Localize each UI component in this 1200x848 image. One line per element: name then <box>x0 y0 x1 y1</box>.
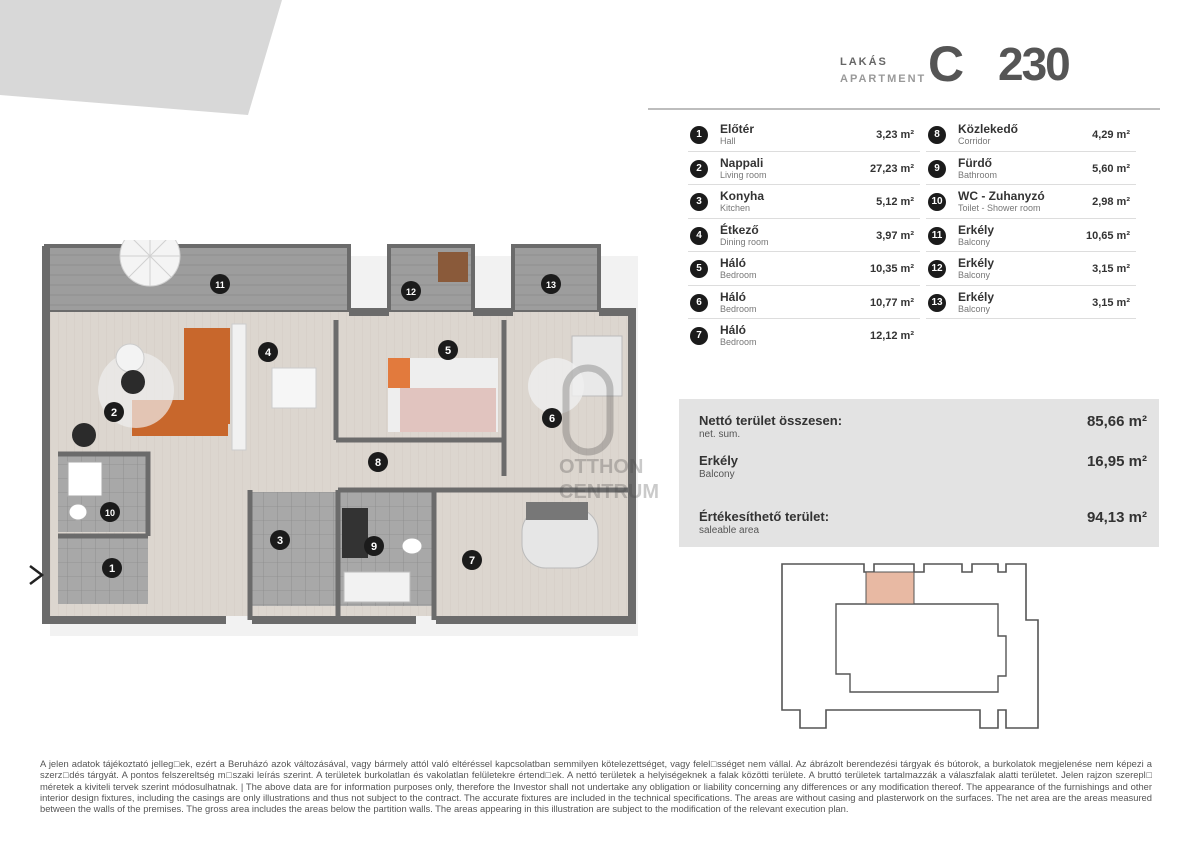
room-area: 2,98 m² <box>1092 196 1130 208</box>
kitchen-floor <box>252 492 338 606</box>
apartment-header <box>840 38 1160 90</box>
room-number-badge: 6 <box>690 294 708 312</box>
svg-text:10: 10 <box>104 508 116 518</box>
svg-text:13: 13 <box>545 280 557 290</box>
area-summary <box>679 399 1159 547</box>
balcony-area-label: Erkély <box>699 453 739 468</box>
room-area: 10,35 m² <box>869 263 914 275</box>
room-marker-5 <box>438 340 458 360</box>
balcony-area-value: 16,95 m² <box>1086 453 1147 470</box>
svg-text:11: 11 <box>215 280 225 290</box>
room-name-en: Balcony <box>958 303 991 314</box>
room-name-en: Kitchen <box>720 203 751 213</box>
room-area: 3,15 m² <box>1092 263 1130 275</box>
room-row <box>688 286 920 320</box>
room-number-badge: 4 <box>690 227 708 245</box>
room-row <box>926 118 1136 152</box>
room-name-en: Balcony <box>958 236 991 247</box>
room-number-badge: 9 <box>928 160 946 178</box>
room-row <box>688 252 920 286</box>
room-area: 5,12 m² <box>876 196 914 208</box>
svg-text:7: 7 <box>468 555 476 567</box>
room-row <box>688 219 920 253</box>
room-area: 3,15 m² <box>1092 296 1130 309</box>
room-name-en: Balcony <box>958 270 991 280</box>
header-divider <box>648 108 1160 110</box>
room-marker-2 <box>104 402 124 422</box>
net-area-label: Nettó terület összesen: <box>699 413 843 428</box>
balcony-area-sub: Balcony <box>699 469 735 480</box>
net-area-row <box>699 413 1147 440</box>
room-name-en: Hall <box>720 136 736 146</box>
apartment-code-number: 230 <box>998 38 1069 90</box>
room-number-badge: 11 <box>928 227 946 245</box>
room-name-en: Bedroom <box>720 337 757 347</box>
bedroom-5-furniture <box>388 358 498 432</box>
building-site-plan <box>770 560 1070 736</box>
room-area: 5,60 m² <box>1092 162 1130 175</box>
room-list-right <box>926 118 1136 319</box>
room-marker-3 <box>270 530 290 550</box>
room-name: Erkély <box>958 256 995 270</box>
room-area: 10,65 m² <box>1085 229 1130 242</box>
room-number-badge: 13 <box>928 294 946 312</box>
room-number-badge: 7 <box>690 327 708 345</box>
room-name-en: Dining room <box>720 236 769 247</box>
room-number-badge: 2 <box>690 160 708 178</box>
room-row <box>688 152 920 186</box>
lakas-label: LAKÁS <box>840 56 888 68</box>
svg-text:8: 8 <box>374 457 382 469</box>
svg-text:1: 1 <box>108 563 116 575</box>
svg-text:12: 12 <box>405 287 417 297</box>
room-area: 10,77 m² <box>869 296 914 309</box>
svg-text:9: 9 <box>370 541 378 553</box>
room-row <box>688 319 920 353</box>
room-row <box>926 152 1136 186</box>
room-area: 3,97 m² <box>876 229 914 242</box>
room-area: 3,23 m² <box>876 129 914 141</box>
room-name-en: Bedroom <box>720 303 757 314</box>
room-marker-4 <box>258 342 278 362</box>
balcony-area-row <box>699 453 1147 480</box>
room-name: Közlekedő <box>958 122 1019 136</box>
room-name-en: Corridor <box>958 136 991 146</box>
svg-text:3: 3 <box>276 535 284 547</box>
room-name: Erkély <box>958 289 995 304</box>
room-marker-1 <box>102 558 122 578</box>
room-name: Háló <box>720 256 747 270</box>
dining-furniture <box>272 368 316 408</box>
room-name: Nappali <box>720 155 764 170</box>
room-row <box>926 185 1136 219</box>
room-marker-7 <box>462 550 482 570</box>
corner-decoration <box>0 0 282 115</box>
saleable-area-label: Értékesíthető terület: <box>699 509 830 524</box>
room-name: Konyha <box>720 189 765 203</box>
saleable-area-row <box>699 509 1147 536</box>
chevron-right-icon[interactable] <box>26 564 46 586</box>
net-area-value: 85,66 m² <box>1086 413 1147 430</box>
room-name-en: Bathroom <box>958 169 998 180</box>
room-marker-11 <box>210 274 230 294</box>
room-list-left <box>688 118 920 353</box>
bedroom-7-furniture <box>522 502 598 568</box>
room-number-badge: 1 <box>690 126 708 144</box>
apartment-code-letter: C <box>928 36 965 92</box>
room-number-badge: 10 <box>928 193 946 211</box>
room-name: Étkező <box>720 222 759 237</box>
watermark-line2: CENTRUM <box>559 481 659 503</box>
room-number-badge: 12 <box>928 260 946 278</box>
saleable-area-sub: saleable area <box>699 525 760 536</box>
room-name: Fürdő <box>958 155 992 170</box>
room-name-en: Bedroom <box>720 270 757 280</box>
apartment-highlight <box>866 572 914 604</box>
room-marker-6 <box>542 408 562 428</box>
room-row <box>926 252 1136 286</box>
room-number-badge: 8 <box>928 126 946 144</box>
room-marker-10 <box>100 502 120 522</box>
room-row <box>926 286 1136 320</box>
room-area: 12,12 m² <box>869 330 914 342</box>
legal-disclaimer: A jelen adatok tájékoztató jelleg□ek, ezért a Beruházó azok változásával, vagy bármely attól való eltéréssel kapcsolatban semmilyen kötelezettséget, vagy felel□sséget nem vállal. Az ábrázolt berendezési tárgyak és bútorok, a burkolatok megjelenése nem képezi a szerz□dés tárgyát. A pontos felszereltség m□szaki leírás szerint. A területek burkolatlan és vakolatlan felületekre értend□ek. A nettó területek a helyiségeknek a falak közötti területe. A bruttó területek tartalmazzák a válaszfalak alatti területet. Jelen rajzon szerepl□ méretek a kiviteli tervek szerint módosulhatnak. | The above data are for information purposes only, therefore the Investor shall not undertake any obligation or liability concerning any differences or any modification thereof. The appearance of the furnishings and other interior design fixtures, including the casings are only illustrations and thus not subject to the contract. The accurate fixtures are included in the technical specifications. The areas are without casing and plasterwork on the surfaces. The net area are the areas measured between the walls of the premises. The gross area includes the areas below the partition walls. The areas appearing in this illustration are subject to the modification of the relevant execution plan. <box>40 758 1152 815</box>
room-marker-13 <box>541 274 561 294</box>
room-name-en: Toilet - Shower room <box>958 203 1041 213</box>
balcony-11 <box>46 246 349 312</box>
svg-text:5: 5 <box>444 345 452 357</box>
room-marker-9 <box>364 536 384 556</box>
room-marker-12 <box>401 281 421 301</box>
room-number-badge: 3 <box>690 193 708 211</box>
room-name: Háló <box>720 323 747 337</box>
room-marker-8 <box>368 452 388 472</box>
room-name: WC - Zuhanyzó <box>958 189 1045 203</box>
svg-text:2: 2 <box>110 407 118 419</box>
room-name: Erkély <box>958 222 995 237</box>
watermark-line1: OTTHON <box>559 456 644 478</box>
saleable-area-value: 94,13 m² <box>1086 509 1147 526</box>
svg-text:6: 6 <box>548 413 556 425</box>
net-area-sub: net. sum. <box>699 429 741 440</box>
room-name: Háló <box>720 289 747 304</box>
room-name: Előtér <box>720 122 755 136</box>
floor-plan <box>26 240 666 680</box>
apartment-label: APARTMENT <box>840 73 927 85</box>
svg-text:4: 4 <box>264 347 272 359</box>
room-area: 4,29 m² <box>1092 129 1130 141</box>
room-name-en: Living room <box>720 169 767 180</box>
room-number-badge: 5 <box>690 260 708 278</box>
room-row <box>688 185 920 219</box>
room-row <box>926 219 1136 253</box>
room-area: 27,23 m² <box>869 162 914 175</box>
balcony-12 <box>389 246 473 312</box>
room-row <box>688 118 920 152</box>
